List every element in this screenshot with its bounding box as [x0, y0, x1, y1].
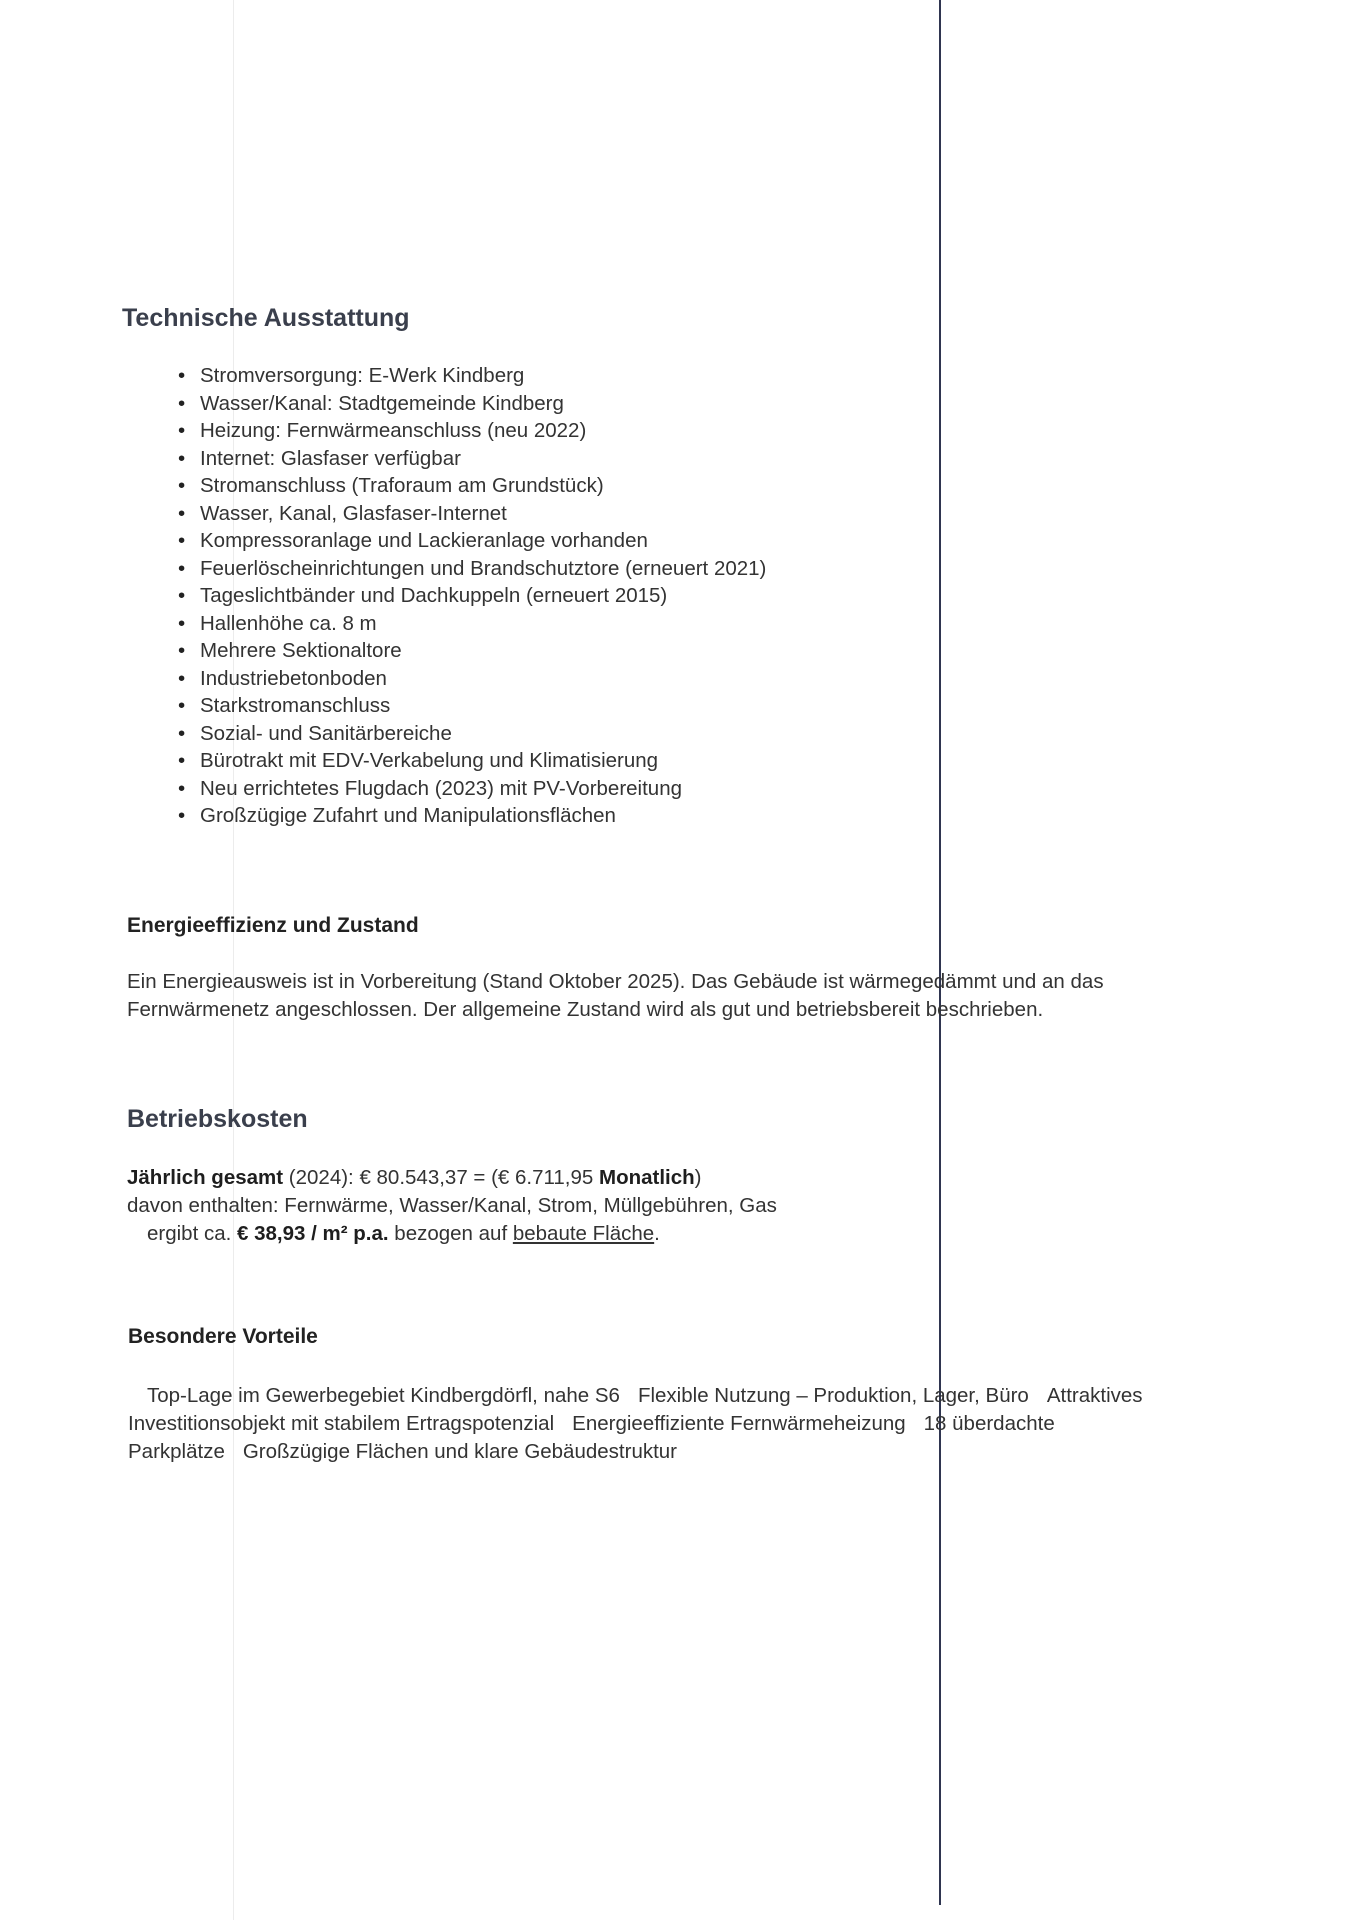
bebaute-flaeche-text: bebaute Fläche — [512, 1222, 655, 1245]
energieeffizienz-line-2: Fernwärmenetz angeschlossen. Der allgemeine Zustand wird als gut und betriebsbereit beschrieben. — [127, 998, 1044, 1021]
vorteil-attraktives-part2: Investitionsobjekt mit stabilem Ertragspotenzial — [128, 1412, 555, 1435]
vorteile-paragraph — [128, 1382, 1143, 1466]
bezogen-text: bezogen auf — [388, 1222, 513, 1245]
label-jaehrlich-gesamt: Jährlich gesamt — [127, 1166, 284, 1189]
jaehrlich-value: (2024): € 80.543,37 = (€ 6.711,95 — [283, 1166, 599, 1189]
technische-ausstattung-item: • Bürotrakt mit EDV-Verkabelung und Klimatisierung — [178, 747, 766, 775]
technische-ausstattung-item: • Heizung: Fernwärmeanschluss (neu 2022) — [178, 417, 766, 445]
close-paren: ) — [694, 1166, 702, 1189]
technische-ausstattung-item: • Sozial- und Sanitärbereiche — [178, 720, 766, 748]
vorteil-energieeffizient: Energieeffiziente Fernwärmeheizung — [572, 1412, 906, 1435]
technische-ausstattung-item: • Hallenhöhe ca. 8 m — [178, 610, 766, 638]
technische-ausstattung-item: • Industriebetonboden — [178, 665, 766, 693]
ergibt-prefix: ergibt ca. — [147, 1222, 238, 1245]
vorteil-parkplaetze-part2: Parkplätze — [128, 1440, 225, 1463]
section-title-besondere-vorteile: Besondere Vorteile — [128, 1325, 318, 1348]
section-title-technische-ausstattung: Technische Ausstattung — [122, 304, 410, 332]
technische-ausstattung-item: • Kompressoranlage und Lackieranlage vorhanden — [178, 527, 766, 555]
technische-ausstattung-item: • Internet: Glasfaser verfügbar — [178, 445, 766, 473]
vorteile-line-1 — [128, 1382, 1143, 1410]
betriebskosten-block — [127, 1164, 777, 1248]
vorteile-line-3 — [128, 1438, 1143, 1466]
section-title-energieeffizienz: Energieeffizienz und Zustand — [127, 914, 419, 937]
energieeffizienz-line-1: Ein Energieausweis ist in Vorbereitung (Stand Oktober 2025). Das Gebäude ist wärmegedämmt und an das — [127, 970, 1104, 993]
technische-ausstattung-item: • Wasser, Kanal, Glasfaser-Internet — [178, 500, 766, 528]
vorteil-flexible-nutzung: Flexible Nutzung – Produktion, Lager, Büro — [637, 1384, 1029, 1407]
technische-ausstattung-item: • Mehrere Sektionaltore — [178, 637, 766, 665]
vorteil-attraktives-part1: Attraktives — [1046, 1384, 1143, 1407]
technische-ausstattung-list — [178, 362, 766, 830]
section-title-betriebskosten: Betriebskosten — [127, 1105, 308, 1133]
technische-ausstattung-item: • Neu errichtetes Flugdach (2023) mit PV-Vorbereitung — [178, 775, 766, 803]
technische-ausstattung-item: • Feuerlöscheinrichtungen und Brandschutztore (erneuert 2021) — [178, 555, 766, 583]
technische-ausstattung-item: • Tageslichtbänder und Dachkuppeln (erneuert 2015) — [178, 582, 766, 610]
technische-ausstattung-item: • Wasser/Kanal: Stadtgemeinde Kindberg — [178, 390, 766, 418]
energieeffizienz-paragraph — [127, 968, 1104, 1024]
technische-ausstattung-item: • Starkstromanschluss — [178, 692, 766, 720]
technische-ausstattung-item: • Großzügige Zufahrt und Manipulationsflächen — [178, 802, 766, 830]
per-m2-value: € 38,93 / m² p.a. — [237, 1222, 389, 1245]
vorteil-grosszuegige-flaechen: Großzügige Flächen und klare Gebäudestruktur — [242, 1440, 678, 1463]
label-monatlich: Monatlich — [599, 1166, 695, 1189]
betriebskosten-per-m2-line — [127, 1220, 777, 1248]
betriebskosten-total-line — [127, 1164, 777, 1192]
vorteile-line-2 — [128, 1410, 1143, 1438]
scan-artifact-line-left — [233, 0, 234, 1920]
technische-ausstattung-item: • Stromanschluss (Traforaum am Grundstück) — [178, 472, 766, 500]
technische-ausstattung-item: • Stromversorgung: E-Werk Kindberg — [178, 362, 766, 390]
vorteil-top-lage: Top-Lage im Gewerbegebiet Kindbergdörfl, nahe S6 — [147, 1384, 620, 1407]
betriebskosten-davon-line: davon enthalten: Fernwärme, Wasser/Kanal, Strom, Müllgebühren, Gas — [127, 1194, 777, 1217]
period: . — [654, 1222, 660, 1245]
scan-artifact-line-right — [939, 0, 941, 1905]
vorteil-parkplaetze-part1: 18 überdachte — [923, 1412, 1055, 1435]
